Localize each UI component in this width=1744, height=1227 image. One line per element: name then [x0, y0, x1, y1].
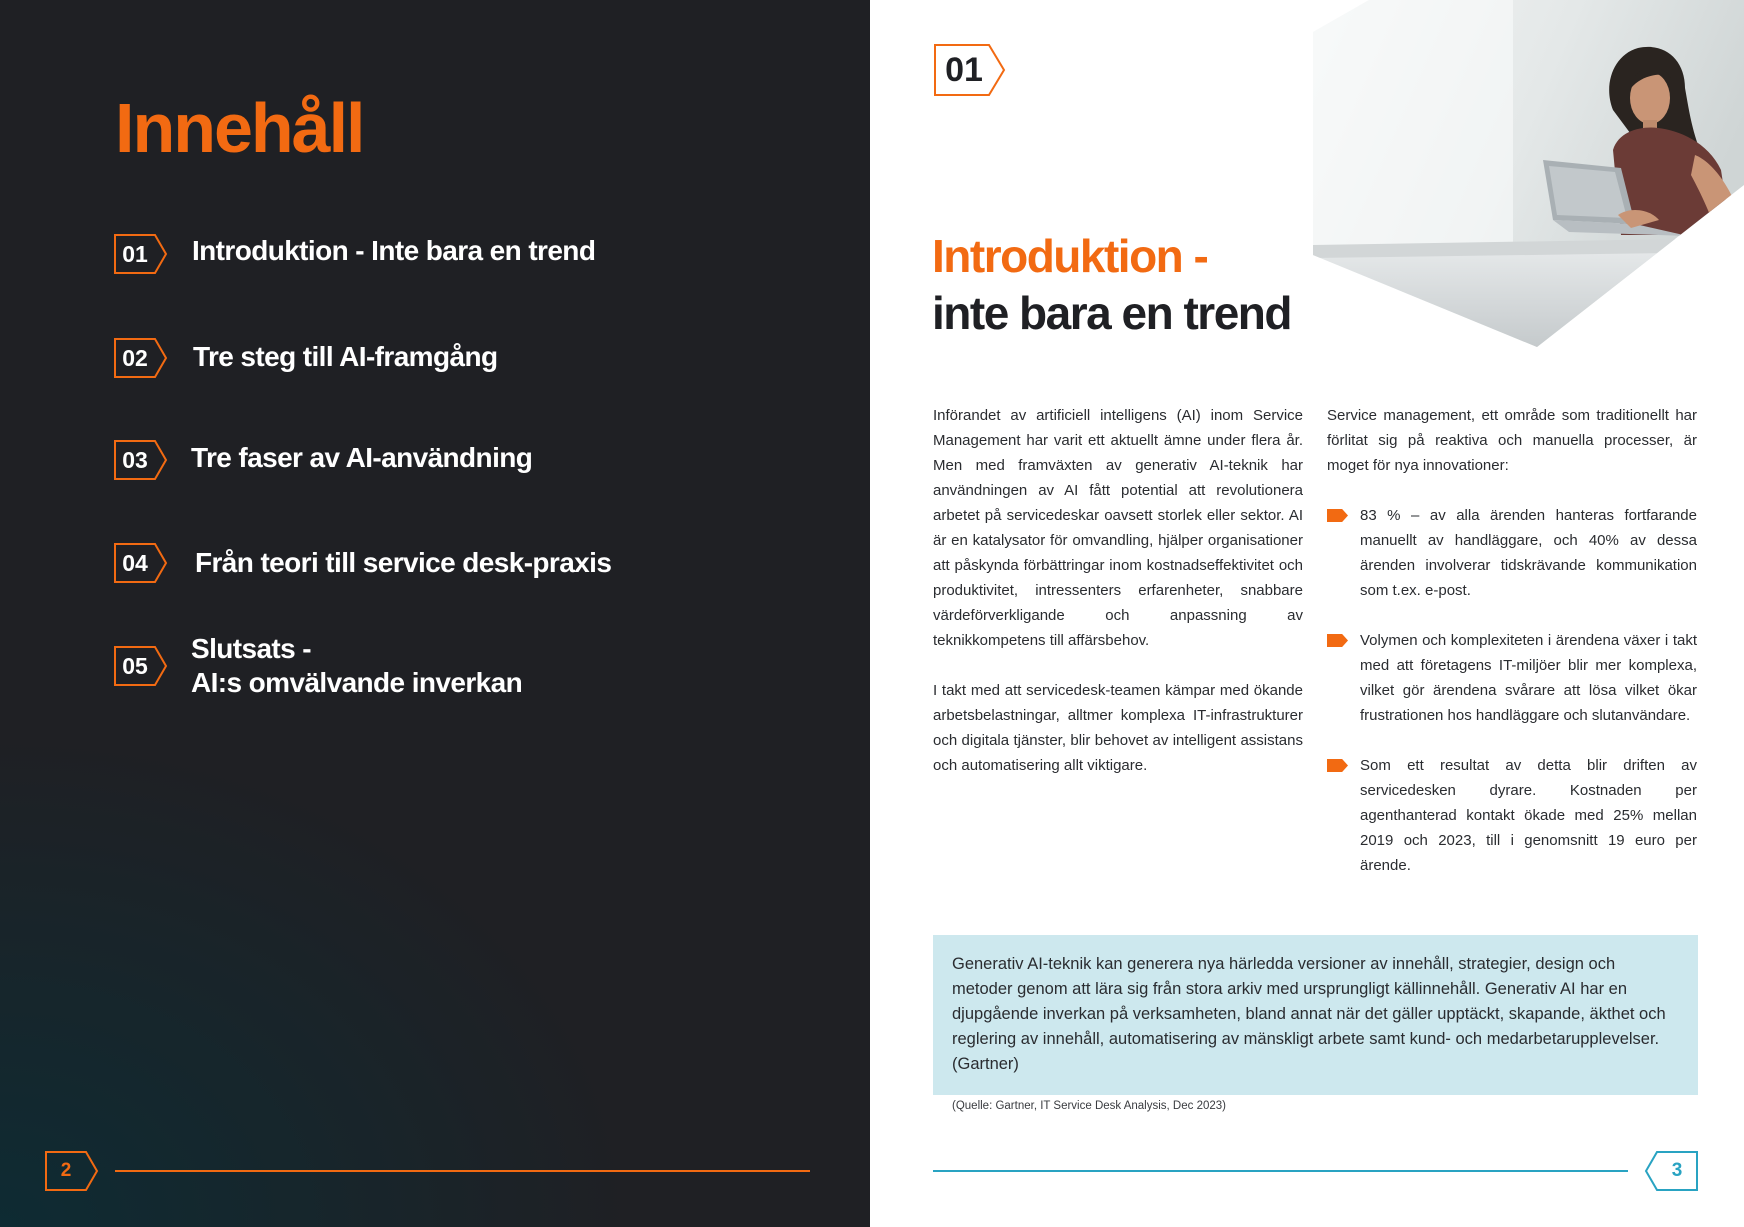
bullet-item: Volymen och komplexiteten i ärendena växer i takt med att företagens IT-miljöer blir mer komplexa, vilket gör ärendena svårare att lösa vilket ökar frustrationen hos handläggare och slutanvändare.: [1327, 628, 1697, 728]
body-column-left: [933, 403, 1303, 778]
source-citation: (Quelle: Gartner, IT Service Desk Analysis, Dec 2023): [952, 1100, 1226, 1112]
quote-box: [933, 935, 1698, 1095]
toc-label: Från teori till service desk-praxis: [195, 547, 612, 578]
section-heading-line2: inte bara en trend: [932, 287, 1291, 339]
toc-number-badge: 03: [114, 440, 168, 480]
chapter-number-badge: [934, 44, 1006, 96]
body-paragraph: Införandet av artificiell intelligens (AI) inom Service Management har varit ett aktuellt ämne under flera år. Men med framväxten av generativ AI-teknik har användningen av AI fått potential att revolutionera arbetet på servicedeskar oavsett storlek eller sektor. AI är en katalysator för omvandling, hjälper organisationer att påskynda förbättringar inom kostnadseffektivitet och produktivitet, intressenters erfarenheter, snabbare värdeförverkligande och anpassning av teknikkompetens till affärsbehov.: [933, 407, 1303, 649]
toc-label: Tre steg till AI-framgång: [193, 341, 498, 372]
toc-label-line2: AI:s omvälvande inverkan: [191, 667, 523, 698]
toc-label: Introduktion - Inte bara en trend: [192, 235, 596, 266]
toc-number-badge: 04: [114, 543, 168, 583]
toc-number-badge: 01: [114, 234, 168, 274]
arrow-bullet-icon: [1327, 759, 1348, 772]
toc-label: Tre faser av AI-användning: [191, 442, 533, 473]
toc-label-line1: Slutsats -: [191, 633, 312, 664]
page-number-badge-right: [1644, 1151, 1698, 1191]
bullet-item: Som ett resultat av detta blir driften av servicedesken dyrare. Kostnaden per agenthanterad kontakt ökade med 25% mellan 2019 och 2023, till i genomsnitt 19 euro per ärende.: [1327, 753, 1697, 878]
hero-photo: [1313, 0, 1744, 347]
page-number: 2: [60, 1160, 72, 1181]
body-column-right: [1327, 403, 1697, 878]
left-page: [0, 0, 870, 1227]
footer-divider-right: [933, 1170, 1628, 1172]
page-number-badge: [45, 1151, 99, 1191]
body-paragraph: I takt med att servicedesk-teamen kämpar med ökande arbetsbelastningar, alltmer komplexa IT-infrastrukturer och digitala tjänster, blir behovet av intelligent assistans och automatisering allt viktigare.: [933, 682, 1303, 774]
bullet-item: 83 % – av alla ärenden hanteras fortfarande manuellt av handläggare, och 40% av dessa ärenden involverar tidskrävande kommunikation som t.ex. e-post.: [1327, 503, 1697, 603]
toc-number-badge: 02: [114, 338, 168, 378]
bullet-list: [1327, 503, 1697, 878]
chapter-number: 01: [945, 51, 983, 89]
section-heading-line1: Introduktion -: [932, 230, 1208, 282]
quote-text: Generativ AI-teknik kan generera nya härledda versioner av innehåll, strategier, design och metoder genom att lära sig från stora arkiv med ursprungligt källinnehåll. Generativ AI har en djupgående inverkan på verksamheten, bland annat när det gäller upptäckt, skapande, äkthet och reglering av innehåll, automatisering av mänskligt arbete samt kund- och medarbetarupplevelser. (Gartner): [952, 955, 1666, 1073]
arrow-bullet-icon: [1327, 634, 1348, 647]
toc-number-badge: 05: [114, 646, 168, 686]
arrow-bullet-icon: [1327, 509, 1348, 522]
page-title: Innehåll: [115, 89, 364, 167]
footer-divider: [115, 1170, 810, 1172]
page-number: 3: [1671, 1160, 1683, 1181]
body-paragraph: Service management, ett område som traditionellt har förlitat sig på reaktiva och manuella processer, är moget för nya innovationer:: [1327, 407, 1697, 474]
